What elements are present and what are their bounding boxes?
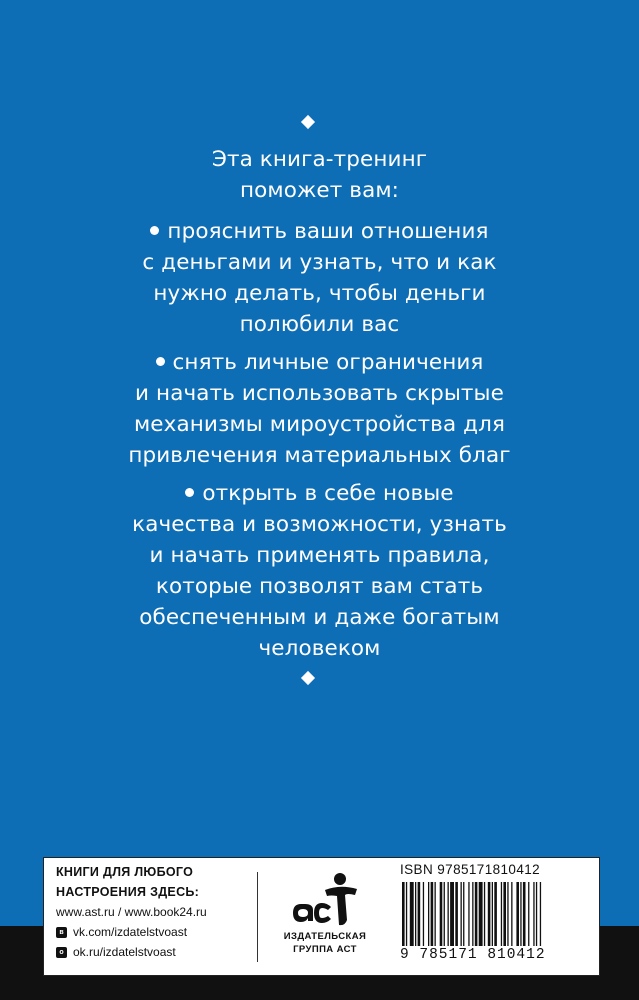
- isbn-digits: 9 785171 810412: [400, 947, 546, 963]
- barcode-bar: [536, 882, 537, 946]
- barcode-bar: [511, 882, 512, 946]
- bullet-text: открыть в себе новые: [202, 481, 454, 506]
- bullet-item-clarify: [0, 216, 639, 340]
- bullet-dot-icon: [156, 357, 165, 366]
- publisher-links: [56, 862, 254, 962]
- footer-heading: КНИГИ ДЛЯ ЛЮБОГО: [56, 865, 194, 879]
- footer-heading: НАСТРОЕНИЯ ЗДЕСЬ:: [56, 885, 200, 899]
- footer-divider: [257, 872, 258, 962]
- barcode-bar: [431, 882, 434, 946]
- top-diamond-ornament: [301, 115, 315, 129]
- bullet-line: качества и возможности, узнать: [132, 512, 507, 537]
- bullet-item-limits: [0, 347, 639, 471]
- bullet-text: прояснить ваши отношения: [167, 219, 489, 244]
- barcode-bar: [488, 882, 491, 946]
- barcode-bar: [507, 882, 508, 946]
- bullet-dot-icon: [185, 488, 194, 497]
- ast-logo-mark-icon: [285, 868, 365, 930]
- bullet-line: нужно делать, чтобы деньги: [153, 281, 486, 306]
- logo-caption: ГРУППА АСТ: [293, 944, 357, 955]
- barcode-bar: [533, 882, 534, 946]
- bullet-line: [0, 216, 639, 247]
- intro-text: [0, 144, 639, 206]
- bullet-line: и начать применять правила,: [149, 543, 490, 568]
- bullet-line: которые позволят вам стать: [155, 574, 484, 599]
- bullet-line: обеспеченным и даже богатым: [139, 605, 500, 630]
- vk-link[interactable]: [56, 922, 254, 942]
- publisher-footer-box: [43, 857, 600, 976]
- barcode-bar: [540, 882, 541, 946]
- barcode-bar: [428, 882, 429, 946]
- barcode-bar: [492, 882, 493, 946]
- barcode-bar: [402, 882, 405, 946]
- barcode-image: [400, 882, 588, 946]
- barcode-bar: [423, 882, 424, 946]
- barcode-bar: [406, 882, 407, 946]
- barcode-bar: [516, 882, 519, 946]
- ok-link[interactable]: [56, 942, 254, 962]
- ast-logo: [270, 868, 380, 968]
- vk-icon: в: [56, 927, 67, 938]
- barcode-bar: [528, 882, 529, 946]
- barcode-bar: [440, 882, 443, 946]
- ok-link-text: ok.ru/izdatelstvoast: [73, 945, 176, 959]
- bottom-diamond-ornament: [301, 671, 315, 685]
- barcode-bar: [410, 882, 414, 946]
- intro-line: Эта книга-тренинг: [211, 147, 428, 172]
- vk-link-text: vk.com/izdatelstvoast: [73, 925, 188, 939]
- bullet-line: и начать использовать скрытые: [135, 381, 504, 406]
- barcode-bar: [494, 882, 497, 946]
- barcode-bar: [418, 882, 421, 946]
- bullet-line: полюбили вас: [239, 312, 400, 337]
- barcode-bar: [523, 882, 526, 946]
- bullet-dot-icon: [150, 226, 159, 235]
- barcode-bar: [468, 882, 469, 946]
- bullet-line: с деньгами и узнать, что и как: [142, 250, 497, 275]
- barcode-bar: [484, 882, 485, 946]
- bullet-item-qualities: [0, 478, 639, 664]
- barcode-bar: [520, 882, 521, 946]
- barcode-bar: [475, 882, 478, 946]
- bullet-line: [0, 478, 639, 509]
- barcode-bar: [463, 882, 464, 946]
- barcode-bar: [501, 882, 502, 946]
- barcode-bar: [448, 882, 449, 946]
- bullet-line: привлечения материальных благ: [128, 443, 511, 468]
- isbn-label: ISBN 9785171810412: [400, 862, 541, 877]
- barcode-bar: [472, 882, 473, 946]
- barcode-bar: [444, 882, 445, 946]
- bullet-line: механизмы мироустройства для: [133, 412, 506, 437]
- odnoklassniki-icon: o: [56, 947, 67, 958]
- bullet-text: снять личные ограничения: [172, 350, 484, 375]
- bullet-line: [0, 347, 639, 378]
- barcode-bar: [503, 882, 506, 946]
- barcode-bar: [435, 882, 436, 946]
- barcode-bar: [455, 882, 458, 946]
- logo-caption: ИЗДАТЕЛЬСКАЯ: [283, 931, 367, 942]
- bullet-line: человеком: [258, 636, 381, 661]
- website-links[interactable]: www.ast.ru / www.book24.ru: [56, 905, 207, 919]
- barcode-bar: [450, 882, 454, 946]
- barcode-bar: [479, 882, 483, 946]
- intro-line: поможет вам:: [239, 178, 400, 203]
- barcode-bar: [461, 882, 462, 946]
- isbn-barcode-area: [400, 862, 592, 972]
- barcode-bar: [415, 882, 416, 946]
